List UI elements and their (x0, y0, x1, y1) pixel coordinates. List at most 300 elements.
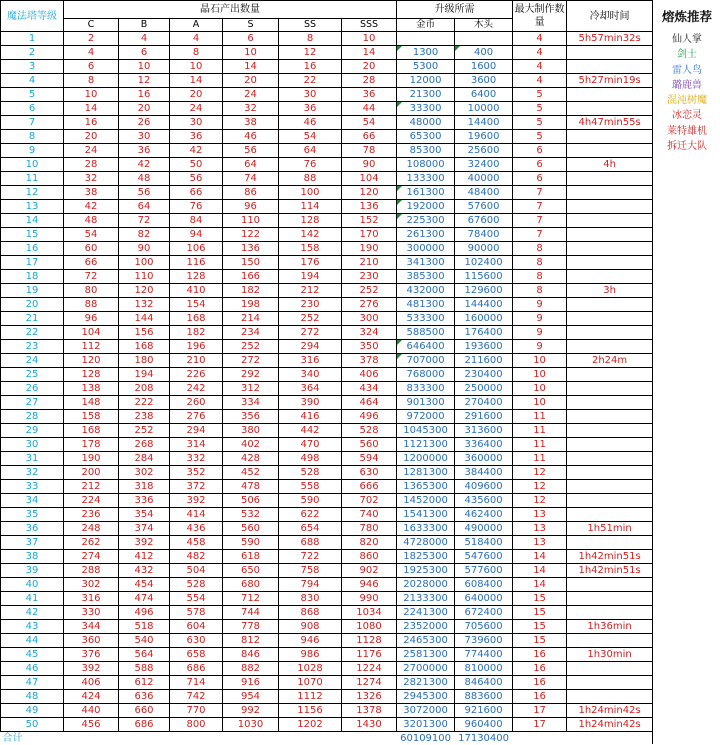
gem-cell: 168 (64, 424, 119, 438)
level-cell: 28 (1, 410, 64, 424)
gem-cell: 106 (170, 242, 223, 256)
gem-cell: 284 (119, 452, 170, 466)
gem-cell: 650 (223, 564, 279, 578)
wood-cell: 313600 (455, 424, 513, 438)
gem-cell: 48 (64, 214, 119, 228)
gem-cell: 376 (64, 648, 119, 662)
gem-cell: 680 (223, 578, 279, 592)
gem-cell: 100 (279, 186, 342, 200)
gem-cell: 268 (119, 438, 170, 452)
level-cell: 49 (1, 704, 64, 718)
wood-cell: 608400 (455, 578, 513, 592)
gem-cell: 12 (119, 74, 170, 88)
max-craft-cell: 8 (513, 256, 567, 270)
table-row (1, 438, 653, 452)
gem-cell: 6 (64, 60, 119, 74)
gem-cell: 636 (119, 690, 170, 704)
gem-cell: 14 (170, 74, 223, 88)
level-cell: 16 (1, 242, 64, 256)
gem-cell: 496 (119, 606, 170, 620)
gem-cell: 20 (170, 88, 223, 102)
max-craft-cell: 4 (513, 46, 567, 60)
wood-header: 木头 (455, 19, 513, 32)
gem-cell: 136 (223, 242, 279, 256)
table-row (1, 410, 653, 424)
table-row (1, 522, 653, 536)
level-cell: 9 (1, 144, 64, 158)
level-cell: 34 (1, 494, 64, 508)
gem-cell: 860 (342, 550, 397, 564)
gem-cell: 742 (170, 690, 223, 704)
gem-cell: 74 (223, 172, 279, 186)
max-craft-cell: 12 (513, 494, 567, 508)
gem-cell: 120 (342, 186, 397, 200)
gem-cell: 498 (279, 452, 342, 466)
gem-cell: 560 (223, 522, 279, 536)
table-row (1, 88, 653, 102)
gold-cell: 707000 (397, 354, 455, 368)
gem-cell: 364 (279, 382, 342, 396)
gem-cell: 262 (64, 536, 119, 550)
max-craft-cell: 4 (513, 74, 567, 88)
gold-cell: 481300 (397, 298, 455, 312)
gold-cell: 133300 (397, 172, 455, 186)
gem-cell: 26 (119, 116, 170, 130)
max-craft-cell: 8 (513, 242, 567, 256)
table-row (1, 46, 653, 60)
cooldown-cell (567, 410, 653, 424)
gem-cell: 54 (279, 130, 342, 144)
gold-cell: 48000 (397, 116, 455, 130)
gem-cell: 528 (279, 466, 342, 480)
gem-cell: 252 (279, 312, 342, 326)
cooldown-cell: 5h57min32s (567, 32, 653, 46)
cooldown-cell (567, 578, 653, 592)
gold-cell: 261300 (397, 228, 455, 242)
grade-header: A (170, 19, 223, 32)
max-craft-cell: 4 (513, 60, 567, 74)
table-row (1, 340, 653, 354)
gem-cell: 378 (342, 354, 397, 368)
gem-cell: 518 (119, 620, 170, 634)
gem-cell: 440 (64, 704, 119, 718)
gem-cell: 318 (119, 480, 170, 494)
gem-cell: 302 (64, 578, 119, 592)
gem-cell: 152 (342, 214, 397, 228)
wood-cell: 19600 (455, 130, 513, 144)
gold-cell: 3072000 (397, 704, 455, 718)
table-row (1, 690, 653, 704)
gold-cell: 33300 (397, 102, 455, 116)
gem-cell: 990 (342, 592, 397, 606)
wood-cell: 846400 (455, 676, 513, 690)
table-row (1, 242, 653, 256)
gem-cell: 360 (64, 634, 119, 648)
level-cell: 22 (1, 326, 64, 340)
gem-cell: 276 (342, 298, 397, 312)
gem-cell: 24 (223, 88, 279, 102)
gem-cell: 226 (170, 368, 223, 382)
gem-cell: 456 (64, 718, 119, 732)
max-craft-cell: 8 (513, 270, 567, 284)
gem-cell: 200 (64, 466, 119, 480)
upgrade-cost-header: 升级所需 (397, 1, 513, 19)
wood-cell: 176400 (455, 326, 513, 340)
table-row (1, 634, 653, 648)
gem-cell: 506 (223, 494, 279, 508)
cooldown-cell (567, 88, 653, 102)
gem-cell: 128 (279, 214, 342, 228)
gem-cell: 10 (170, 60, 223, 74)
gem-cell: 454 (119, 578, 170, 592)
gem-cell: 540 (119, 634, 170, 648)
gem-cell: 374 (119, 522, 170, 536)
cooldown-cell (567, 172, 653, 186)
gem-cell: 110 (223, 214, 279, 228)
max-craft-cell: 16 (513, 676, 567, 690)
level-cell: 45 (1, 648, 64, 662)
level-cell: 7 (1, 116, 64, 130)
table-row (1, 172, 653, 186)
gem-cell: 36 (342, 88, 397, 102)
gem-cell: 94 (170, 228, 223, 242)
recommend-item: 拆迁大队 (653, 139, 720, 154)
cooldown-cell: 1h24min42s (567, 718, 653, 732)
gem-cell: 722 (279, 550, 342, 564)
gem-cell: 712 (223, 592, 279, 606)
wood-cell: 384400 (455, 466, 513, 480)
gem-cell: 88 (279, 172, 342, 186)
gem-cell: 292 (223, 368, 279, 382)
level-cell: 48 (1, 690, 64, 704)
max-craft-cell: 15 (513, 606, 567, 620)
wood-cell: 57600 (455, 200, 513, 214)
table-row (1, 508, 653, 522)
table-row (1, 424, 653, 438)
wood-cell: 462400 (455, 508, 513, 522)
table-row (1, 648, 653, 662)
gem-cell: 778 (223, 620, 279, 634)
gold-cell: 2945300 (397, 690, 455, 704)
table-row (1, 186, 653, 200)
table-row (1, 536, 653, 550)
gem-cell: 532 (223, 508, 279, 522)
level-cell: 42 (1, 606, 64, 620)
gem-cell: 334 (223, 396, 279, 410)
gem-cell: 372 (170, 480, 223, 494)
gem-cell: 1030 (223, 718, 279, 732)
gold-cell: 2241300 (397, 606, 455, 620)
gem-cell: 252 (119, 424, 170, 438)
cooldown-cell (567, 690, 653, 704)
gem-cell: 590 (279, 494, 342, 508)
gem-cell: 686 (170, 662, 223, 676)
gold-cell: 1121300 (397, 438, 455, 452)
gem-cell: 1378 (342, 704, 397, 718)
max-craft-cell: 12 (513, 480, 567, 494)
cooldown-cell (567, 396, 653, 410)
gem-cell: 116 (170, 256, 223, 270)
cooldown-cell (567, 144, 653, 158)
level-cell: 17 (1, 256, 64, 270)
gem-cell: 66 (170, 186, 223, 200)
cooldown-cell: 4h (567, 158, 653, 172)
gem-cell: 504 (170, 564, 223, 578)
gem-cell: 340 (279, 368, 342, 382)
gem-cell: 14 (223, 60, 279, 74)
gem-cell: 412 (119, 550, 170, 564)
level-cell: 19 (1, 284, 64, 298)
recommend-item: 冰恋灵 (653, 108, 720, 123)
max-craft-cell: 7 (513, 186, 567, 200)
gem-cell: 558 (279, 480, 342, 494)
gem-cell: 76 (170, 200, 223, 214)
gem-cell: 300 (342, 312, 397, 326)
gem-cell: 194 (119, 368, 170, 382)
gem-cell: 36 (119, 144, 170, 158)
table-row (1, 214, 653, 228)
gold-cell: 21300 (397, 88, 455, 102)
wood-cell: 291600 (455, 410, 513, 424)
gold-cell: 768000 (397, 368, 455, 382)
gem-cell: 1326 (342, 690, 397, 704)
cooldown-cell (567, 592, 653, 606)
gem-cell: 946 (342, 578, 397, 592)
table-row (1, 494, 653, 508)
gem-cell: 6 (119, 46, 170, 60)
max-craft-cell: 13 (513, 508, 567, 522)
gem-cell: 66 (64, 256, 119, 270)
gem-cell: 612 (119, 676, 170, 690)
gem-cell: 16 (119, 88, 170, 102)
gem-cell: 64 (223, 158, 279, 172)
wood-cell: 67600 (455, 214, 513, 228)
gem-cell: 578 (170, 606, 223, 620)
gem-cell: 882 (223, 662, 279, 676)
wood-cell: 102400 (455, 256, 513, 270)
wood-cell: 3600 (455, 74, 513, 88)
table-row (1, 32, 653, 46)
wood-cell: 490000 (455, 522, 513, 536)
table-row (1, 662, 653, 676)
gem-cell: 56 (223, 144, 279, 158)
gem-cell: 4 (170, 32, 223, 46)
gem-cell: 554 (170, 592, 223, 606)
gem-cell: 902 (342, 564, 397, 578)
level-cell: 8 (1, 130, 64, 144)
gem-cell: 560 (342, 438, 397, 452)
gem-cell: 252 (342, 284, 397, 298)
level-cell: 15 (1, 228, 64, 242)
gem-cell: 452 (223, 466, 279, 480)
gem-cell: 324 (342, 326, 397, 340)
gem-cell: 1034 (342, 606, 397, 620)
level-cell: 27 (1, 396, 64, 410)
gem-cell: 154 (170, 298, 223, 312)
gem-cell: 214 (223, 312, 279, 326)
gem-cell: 380 (223, 424, 279, 438)
gem-cell: 56 (119, 186, 170, 200)
gem-cell: 1070 (279, 676, 342, 690)
level-cell: 6 (1, 102, 64, 116)
gem-cell: 86 (223, 186, 279, 200)
cooldown-cell: 1h42min51s (567, 564, 653, 578)
wood-cell: 360000 (455, 452, 513, 466)
cooldown-cell: 4h47min55s (567, 116, 653, 130)
cooldown-cell (567, 424, 653, 438)
wood-cell: 409600 (455, 480, 513, 494)
gold-cell: 1281300 (397, 466, 455, 480)
gem-cell: 110 (119, 270, 170, 284)
gem-cell: 32 (64, 172, 119, 186)
max-craft-cell: 14 (513, 564, 567, 578)
gem-cell: 272 (223, 354, 279, 368)
gem-cell: 120 (64, 354, 119, 368)
gold-cell: 108000 (397, 158, 455, 172)
gem-cell: 868 (279, 606, 342, 620)
wood-cell: 230400 (455, 368, 513, 382)
gem-cell: 176 (279, 256, 342, 270)
gem-cell: 28 (64, 158, 119, 172)
level-cell: 4 (1, 74, 64, 88)
recommend-list (653, 32, 720, 154)
gem-cell: 72 (119, 214, 170, 228)
gold-cell: 1300 (397, 46, 455, 60)
gold-cell: 1633300 (397, 522, 455, 536)
gem-cell: 190 (342, 242, 397, 256)
wood-cell: 78400 (455, 228, 513, 242)
gold-cell: 1365300 (397, 480, 455, 494)
max-craft-cell: 5 (513, 130, 567, 144)
gem-cell: 24 (64, 144, 119, 158)
gem-cell: 66 (342, 130, 397, 144)
gem-cell: 800 (170, 718, 223, 732)
wood-cell (455, 32, 513, 46)
gem-cell: 10 (119, 60, 170, 74)
max-craft-cell: 7 (513, 214, 567, 228)
gold-cell: 901300 (397, 396, 455, 410)
gold-cell (397, 32, 455, 46)
gem-cell: 178 (64, 438, 119, 452)
gem-cell: 36 (279, 102, 342, 116)
level-cell: 13 (1, 200, 64, 214)
cooldown-cell (567, 46, 653, 60)
gem-cell: 406 (342, 368, 397, 382)
cooldown-cell (567, 452, 653, 466)
level-cell: 40 (1, 578, 64, 592)
gem-cell: 156 (119, 326, 170, 340)
wood-cell: 400 (455, 46, 513, 60)
wood-cell: 115600 (455, 270, 513, 284)
grade-header: C (64, 19, 119, 32)
cooldown-cell (567, 298, 653, 312)
gem-cell: 332 (170, 452, 223, 466)
wood-cell: 90000 (455, 242, 513, 256)
level-cell: 47 (1, 676, 64, 690)
level-cell: 26 (1, 382, 64, 396)
gem-cell: 28 (342, 74, 397, 88)
gem-cell: 344 (64, 620, 119, 634)
wood-cell: 10000 (455, 102, 513, 116)
table-row (1, 158, 653, 172)
gem-cell: 42 (64, 200, 119, 214)
cooldown-cell (567, 326, 653, 340)
gem-cell: 1112 (279, 690, 342, 704)
cooldown-cell (567, 438, 653, 452)
cooldown-cell (567, 312, 653, 326)
max-craft-cell: 15 (513, 620, 567, 634)
gem-cell: 1176 (342, 648, 397, 662)
cooldown-cell (567, 256, 653, 270)
gold-cell: 225300 (397, 214, 455, 228)
table-row (1, 704, 653, 718)
max-craft-cell: 11 (513, 424, 567, 438)
gem-cell: 32 (223, 102, 279, 116)
gem-cell: 392 (64, 662, 119, 676)
gem-cell: 60 (64, 242, 119, 256)
cooldown-cell (567, 340, 653, 354)
gem-cell: 122 (223, 228, 279, 242)
gem-cell: 20 (119, 102, 170, 116)
table-row (1, 200, 653, 214)
max-craft-cell: 9 (513, 340, 567, 354)
gem-cell: 252 (223, 340, 279, 354)
gold-cell: 2028000 (397, 578, 455, 592)
gem-cell: 120 (119, 284, 170, 298)
gold-cell: 12000 (397, 74, 455, 88)
gem-cell: 14 (342, 46, 397, 60)
gem-cell: 72 (64, 270, 119, 284)
max-craft-cell: 14 (513, 550, 567, 564)
max-craft-cell: 10 (513, 396, 567, 410)
gem-cell: 482 (170, 550, 223, 564)
grade-header: SS (279, 19, 342, 32)
gem-cell: 182 (223, 284, 279, 298)
gem-cell: 112 (64, 340, 119, 354)
wood-cell: 883600 (455, 690, 513, 704)
gem-cell: 410 (170, 284, 223, 298)
gem-cell: 2 (64, 32, 119, 46)
gem-cell: 166 (223, 270, 279, 284)
gem-cell: 464 (342, 396, 397, 410)
recommend-item: 仙人掌 (653, 32, 720, 47)
wood-cell: 32400 (455, 158, 513, 172)
gem-cell: 496 (342, 410, 397, 424)
level-cell: 24 (1, 354, 64, 368)
gem-cell: 302 (119, 466, 170, 480)
gem-cell: 688 (279, 536, 342, 550)
wood-cell: 211600 (455, 354, 513, 368)
max-craft-cell: 6 (513, 158, 567, 172)
gold-cell: 385300 (397, 270, 455, 284)
gold-cell: 588500 (397, 326, 455, 340)
gem-cell: 236 (64, 508, 119, 522)
gem-cell: 48 (119, 172, 170, 186)
cooldown-cell (567, 186, 653, 200)
level-cell: 35 (1, 508, 64, 522)
level-cell: 3 (1, 60, 64, 74)
gold-cell: 1925300 (397, 564, 455, 578)
wood-cell: 336400 (455, 438, 513, 452)
gold-cell: 1825300 (397, 550, 455, 564)
wood-cell: 250000 (455, 382, 513, 396)
gem-cell: 846 (223, 648, 279, 662)
gem-cell: 142 (279, 228, 342, 242)
cooldown-cell: 3h (567, 284, 653, 298)
gem-cell: 590 (223, 536, 279, 550)
gem-cell: 392 (119, 536, 170, 550)
gem-cell: 316 (64, 592, 119, 606)
